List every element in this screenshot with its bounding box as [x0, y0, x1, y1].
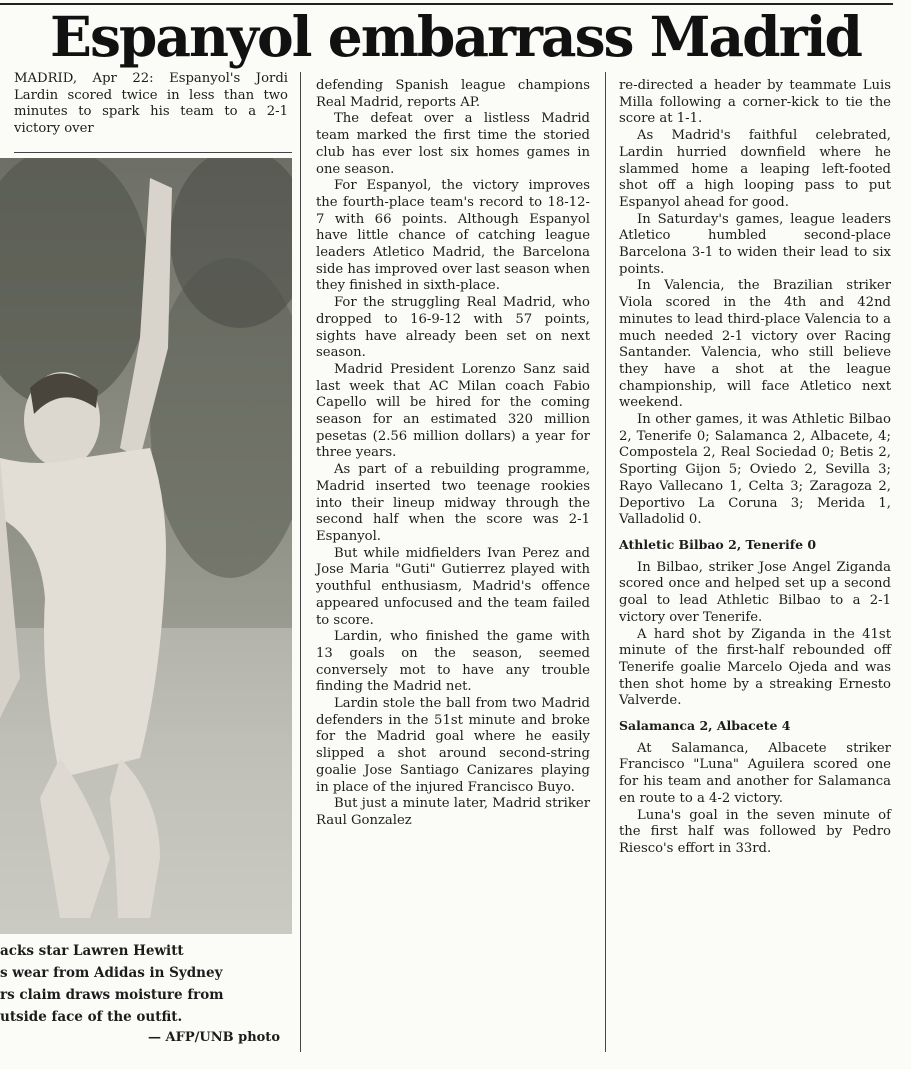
- photo-credit: — AFP/UNB photo: [148, 1030, 280, 1045]
- article-paragraph: In Bilbao, striker Jose Angel Ziganda scored once and helped set up a second goal to lead Athletic Bilbao to a 2-1 victory over Tenerife.: [619, 559, 891, 625]
- article-paragraph: At Salamanca, Albacete striker Francisco "Luna" Aguilera scored one for his team and another for Salamanca en route to a 4-2 victory.: [619, 740, 891, 806]
- article-paragraph: For the struggling Real Madrid, who dropped to 16-9-12 with 57 points, sights have already been set on next season.: [316, 295, 590, 361]
- athlete-photo: [0, 158, 292, 934]
- article-column-3: [619, 78, 891, 858]
- article-paragraph: Lardin, who finished the game with 13 goals on the season, seemed conversely mot to have any trouble finding the Madrid net.: [316, 629, 590, 695]
- article-column-2: [316, 78, 590, 830]
- article-paragraph: For Espanyol, the victory improves the fourth-place team's record to 18-12-7 with 66 points. Although Espanyol have little chance of catching league leaders Atletico Madrid, the Barcelona side has improved over last season when they finished in sixth-place.: [316, 178, 590, 294]
- article-paragraph: Lardin stole the ball from two Madrid defenders in the 51st minute and broke for the Madrid goal where he easily slipped a shot around second-string goalie Jose Santiago Canizares playing in place of the injured Francisco Buyo.: [316, 696, 590, 795]
- article-paragraph: As Madrid's faithful celebrated, Lardin hurried downfield where he slammed home a leaping left-footed shot off a high looping pass to put Espanyol ahead for good.: [619, 128, 891, 210]
- column-rule-1: [300, 72, 301, 1052]
- article-paragraph: But just a minute later, Madrid striker Raul Gonzalez: [316, 796, 590, 828]
- article-paragraph: In other games, it was Athletic Bilbao 2, Tenerife 0; Salamanca 2, Albacete, 4; Compostela 2, Real Sociedad 0; Betis 2, Sporting Gijon 5; Oviedo 2, Sevilla 3; Rayo Vallecano 1, Celta 3; Zaragoza 2, Deportivo La Coruna 3; Merida 1, Valladolid 0.: [619, 412, 891, 528]
- photo-caption: [0, 940, 285, 1028]
- article-paragraph: The defeat over a listless Madrid team marked the first time the storied club has ever lost six homes games in one season.: [316, 111, 590, 177]
- subhead-salamanca: Salamanca 2, Albacete 4: [619, 718, 791, 734]
- article-paragraph: In Saturday's games, league leaders Atletico humbled second-place Barcelona 3-1 to widen their lead to six points.: [619, 211, 891, 277]
- caption-line: rs claim draws moisture from: [0, 987, 224, 1003]
- article-paragraph: A hard shot by Ziganda in the 41st minute of the first-half rebounded off Tenerife goalie Marcelo Ojeda and was then shot home by a streaking Ernesto Valverde.: [619, 626, 891, 709]
- caption-line: acks star Lawren Hewitt: [0, 943, 184, 959]
- article-paragraph: In Valencia, the Brazilian striker Viola scored in the 4th and 42nd minutes to lead third-place Valencia to a much needed 2-1 victory over Racing Santander. Valencia, who still believe they have a shot at the league championship, will face Atletico next weekend.: [619, 278, 891, 411]
- lead-text: MADRID, Apr 22: Espanyol's Jordi Lardin scored twice in less than two minutes to spark his team to a 2-1 victory over: [14, 71, 288, 137]
- column-rule-2: [605, 72, 606, 1052]
- article-paragraph: But while midfielders Ivan Perez and Jose Maria "Guti" Gutierrez played with youthful enthusiasm, Madrid's offence appeared unfocused and the team failed to score.: [316, 545, 590, 628]
- article-paragraph: Luna's goal in the seven minute of the first half was followed by Pedro Riesco's effort in 33rd.: [619, 807, 891, 856]
- article-paragraph: Madrid President Lorenzo Sanz said last week that AC Milan coach Fabio Capello will be hired for the coming season for an estimated 320 million pesetas (2.56 million dollars) a year for three years.: [316, 361, 590, 461]
- caption-line: s wear from Adidas in Sydney: [0, 965, 223, 981]
- lead-paragraph: [14, 71, 288, 138]
- headline: Espanyol embarrass Madrid: [50, 4, 861, 69]
- article-paragraph: As part of a rebuilding programme, Madrid inserted two teenage rookies into their lineup midway through the second half when the score was 2-1 Espanyol.: [316, 462, 590, 544]
- article-paragraph: re-directed a header by teammate Luis Milla following a corner-kick to tie the score at 1-1.: [619, 78, 891, 127]
- caption-line: utside face of the outfit.: [0, 1009, 183, 1025]
- lead-rule: [14, 152, 292, 153]
- article-paragraph: defending Spanish league champions Real Madrid, reports AP.: [316, 78, 590, 110]
- subhead-bilbao: Athletic Bilbao 2, Tenerife 0: [619, 536, 817, 552]
- athlete-photo-illustration: [0, 158, 292, 934]
